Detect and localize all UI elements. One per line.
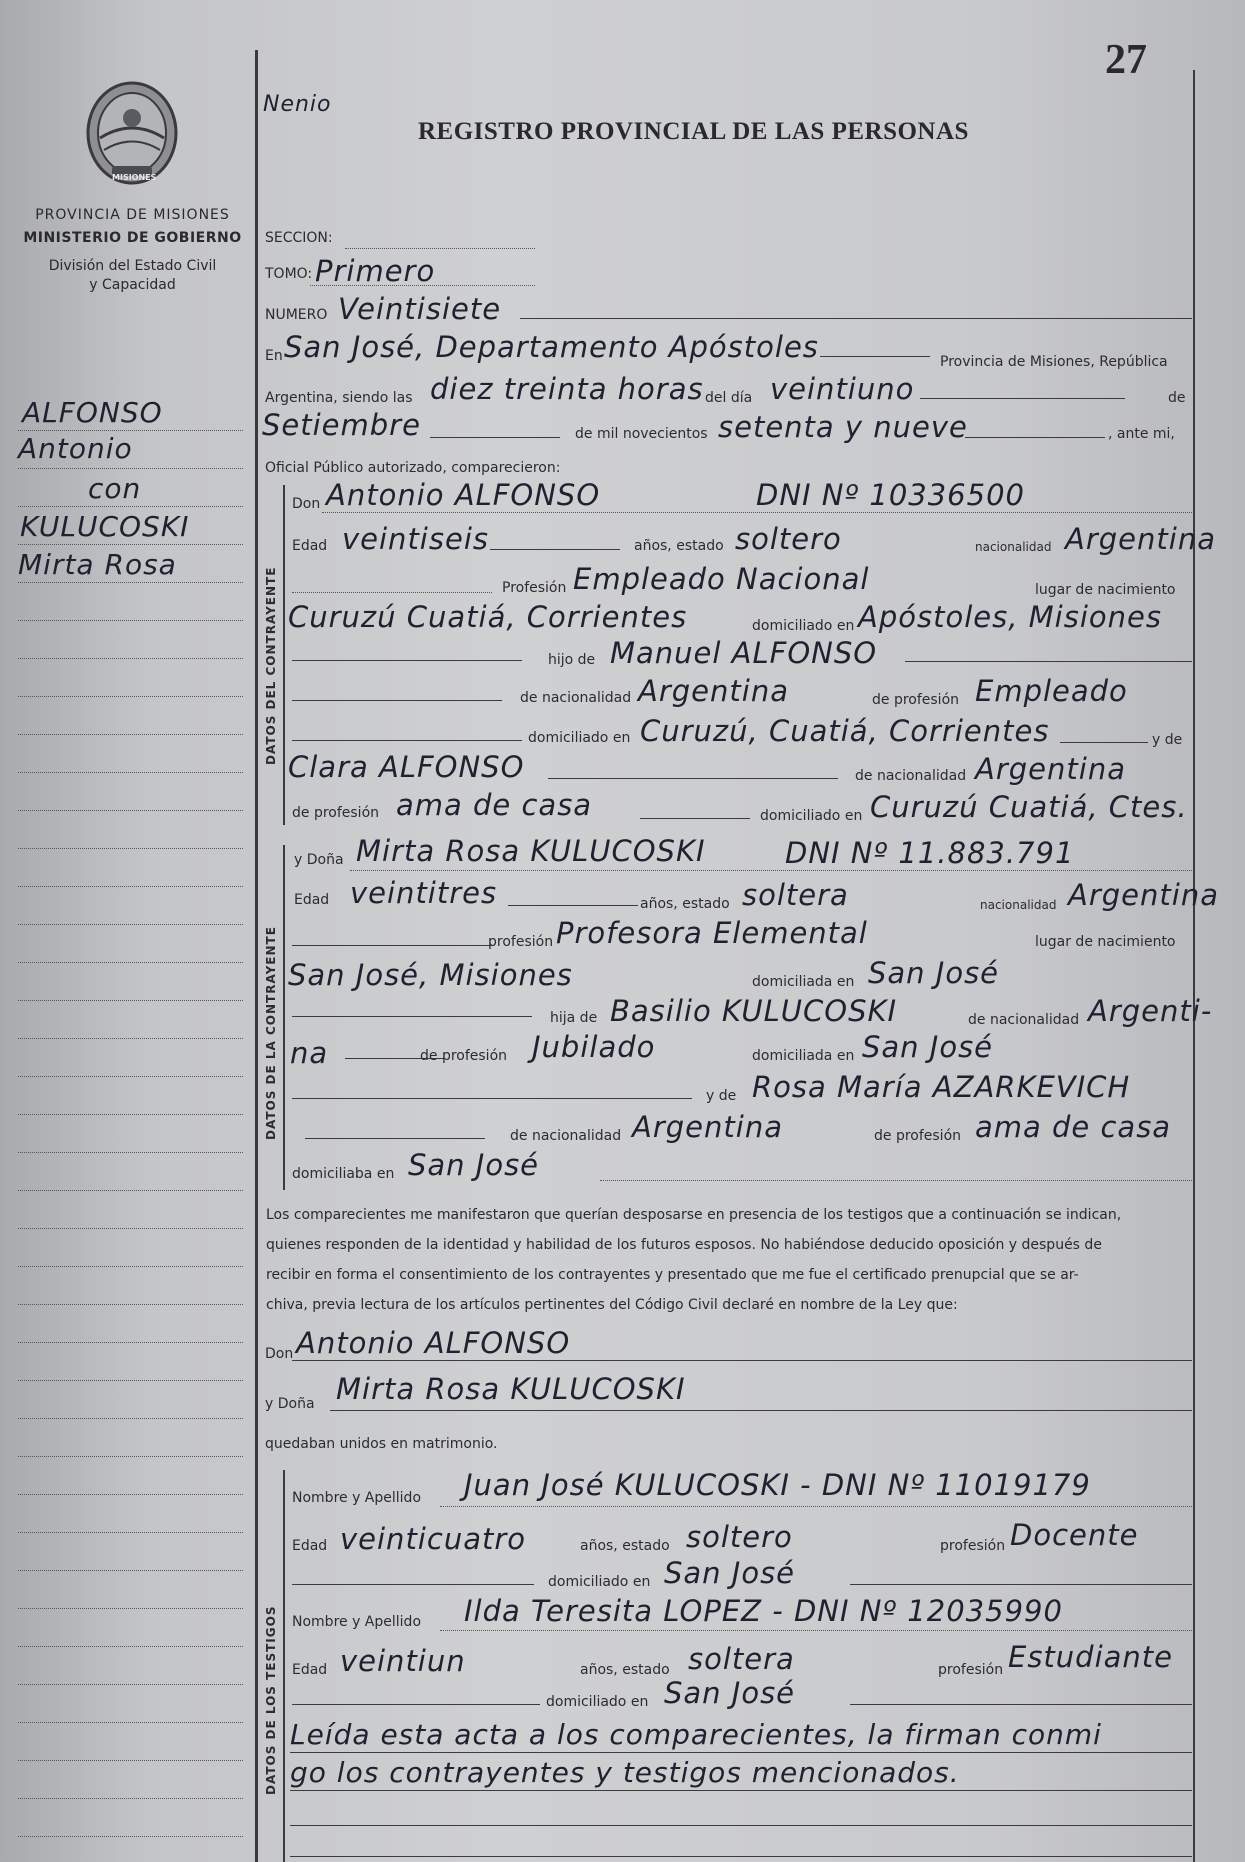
dona-de-nacionalidad: de nacionalidad	[968, 1012, 1080, 1028]
dona-padre-profesion: Jubilado	[532, 1030, 656, 1064]
testigo-2-profesion: Estudiante	[1008, 1640, 1174, 1674]
don-label: Don	[292, 496, 321, 512]
don-lugar-label: lugar de nacimiento	[1035, 582, 1176, 598]
testigo-1-edad: veinticuatro	[340, 1522, 526, 1556]
horas-value: diez treinta horas	[430, 372, 704, 406]
tomo-value: Primero	[315, 254, 436, 288]
del-dia-label: del día	[705, 390, 753, 406]
testigo-2-edad-label: Edad	[292, 1662, 328, 1678]
margin-name-5: Mirta Rosa	[18, 548, 177, 581]
testigo-2-nombre: Ilda Teresita LOPEZ - DNI Nº 12035990	[464, 1594, 1063, 1628]
testigo-1-domicilio: San José	[664, 1556, 796, 1590]
testigo-2-edad: veintiun	[340, 1644, 466, 1678]
dona-anos-estado: años, estado	[640, 896, 730, 912]
dona-padre-domicilio: San José	[862, 1030, 994, 1064]
dona-madre-de-nac: de nacionalidad	[510, 1128, 622, 1144]
don-madre-profesion: ama de casa	[396, 788, 593, 822]
testigo-2-estado: soltera	[688, 1642, 795, 1676]
testigo-1-profesion-label: profesión	[940, 1538, 1006, 1554]
dona-de-profesion: de profesión	[420, 1048, 508, 1064]
dona-profesion: Profesora Elemental	[556, 916, 868, 950]
section-testigos-label: DATOS DE LOS TESTIGOS	[264, 1605, 278, 1795]
testigo-2-domicilio: San José	[664, 1676, 796, 1710]
don-padre: Manuel ALFONSO	[610, 636, 878, 670]
dona-domiciliada-label: domiciliada en	[752, 974, 855, 990]
testigo-1-anos-estado: años, estado	[580, 1538, 670, 1554]
de-label: de	[1168, 390, 1186, 406]
dona-lugar: San José, Misiones	[288, 958, 573, 992]
margin-name-4: KULUCOSKI	[20, 510, 190, 543]
division-label-1: División del Estado Civil	[48, 258, 217, 274]
testigo-2-domiciliado-label: domiciliado en	[546, 1694, 649, 1710]
numero-label: NUMERO	[265, 307, 328, 323]
dona-madre-nacionalidad: Argentina	[632, 1110, 783, 1144]
testigo-2-nombre-label: Nombre y Apellido	[292, 1614, 422, 1630]
dia-value: veintiuno	[770, 372, 915, 406]
dona-madre: Rosa María AZARKEVICH	[752, 1070, 1131, 1104]
union-dona-label: y Doña	[265, 1396, 315, 1412]
don-madre: Clara ALFONSO	[288, 750, 525, 784]
argentina-text: Argentina, siendo las	[265, 390, 413, 406]
dona-nacionalidad: Argentina	[1068, 878, 1219, 912]
dona-madre-profesion: ama de casa	[975, 1110, 1172, 1144]
dona-dni: DNI Nº 11.883.791	[785, 836, 1075, 870]
don-hijo-label: hijo de	[548, 652, 596, 668]
en-value: San José, Departamento Apóstoles	[284, 330, 819, 364]
ante-mi-label: , ante mi,	[1108, 426, 1175, 442]
don-profesion-label: Profesión	[502, 580, 567, 596]
ministry-label: MINISTERIO DE GOBIERNO	[23, 230, 242, 246]
testigo-1-nombre-label: Nombre y Apellido	[292, 1490, 422, 1506]
dona-nombre: Mirta Rosa KULUCOSKI	[356, 834, 706, 868]
don-domicilio: Apóstoles, Misiones	[858, 600, 1162, 634]
testigo-1-estado: soltero	[686, 1520, 793, 1554]
don-madre-domiciliado: domiciliado en	[760, 808, 863, 824]
dona-padre-nacionalidad-a: Argenti-	[1088, 994, 1213, 1028]
en-label: En	[265, 348, 283, 364]
don-padre-domiciliado: domiciliado en	[528, 730, 631, 746]
don-de-nacionalidad: de nacionalidad	[520, 690, 632, 706]
dona-domicilio: San José	[868, 956, 1000, 990]
margin-note: Nenio	[263, 92, 332, 117]
de-mil-label: de mil novecientos	[575, 426, 708, 442]
margin-divider	[255, 50, 258, 1862]
margin-name-2: Antonio	[18, 432, 133, 465]
closing-line-2: go los contrayentes y testigos mencionados.	[290, 1756, 960, 1789]
don-anos-estado: años, estado	[634, 538, 724, 554]
dona-edad-label: Edad	[294, 892, 330, 908]
testigo-1-profesion: Docente	[1010, 1518, 1139, 1552]
dona-padre: Basilio KULUCOSKI	[610, 994, 898, 1028]
dona-profesion-label: profesión	[488, 934, 554, 950]
don-nombre: Antonio ALFONSO	[326, 478, 601, 512]
dona-nacionalidad-label: nacionalidad	[980, 898, 1057, 912]
don-lugar: Curuzú Cuatiá, Corrientes	[288, 600, 688, 634]
don-padre-profesion: Empleado	[975, 674, 1128, 708]
testigo-2-anos-estado: años, estado	[580, 1662, 670, 1678]
don-nacionalidad: Argentina	[1065, 522, 1216, 556]
dona-domiciliaba-label: domiciliaba en	[292, 1166, 395, 1182]
don-de-profesion: de profesión	[872, 692, 960, 708]
declaration-line-2: quienes responden de la identidad y habilidad de los futuros esposos. No habiéndose deducido oposición y después de	[266, 1237, 1102, 1253]
closing-line-1: Leída esta acta a los comparecientes, la firman conmi	[290, 1718, 1102, 1751]
seccion-label: SECCION:	[265, 230, 333, 246]
don-estado: soltero	[735, 522, 842, 556]
don-domiciliado-label: domiciliado en	[752, 618, 855, 634]
declaration-line-3: recibir en forma el consentimiento de los contrayentes y presentado que me fue el certificado prenupcial que se ar-	[266, 1267, 1079, 1283]
declaration-line-1: Los comparecientes me manifestaron que querían desposarse en presencia de los testigos que a continuación se indican,	[266, 1207, 1122, 1223]
dona-padre-nacionalidad-b: na	[290, 1036, 329, 1070]
testigo-1-nombre: Juan José KULUCOSKI - DNI Nº 11019179	[464, 1468, 1091, 1502]
dona-madre-de-prof: de profesión	[874, 1128, 962, 1144]
section-contrayenta-label: DATOS DE LA CONTRAYENTE	[264, 926, 278, 1140]
union-unidos: quedaban unidos en matrimonio.	[265, 1436, 498, 1452]
dona-estado: soltera	[742, 878, 849, 912]
mes-value: Setiembre	[262, 408, 421, 442]
province-label: PROVINCIA DE MISIONES	[35, 207, 230, 223]
don-nacionalidad-label: nacionalidad	[975, 540, 1052, 554]
don-y-de: y de	[1152, 732, 1183, 748]
don-madre-domicilio: Curuzú Cuatiá, Ctes.	[870, 790, 1188, 824]
testigo-1-edad-label: Edad	[292, 1538, 328, 1554]
numero-value: Veintisiete	[338, 292, 502, 326]
page-number: 27	[1105, 37, 1147, 83]
page-title: REGISTRO PROVINCIAL DE LAS PERSONAS	[418, 118, 969, 145]
don-edad: veintiseis	[342, 522, 489, 556]
margin-name-3: con	[88, 472, 142, 505]
don-madre-nacionalidad: Argentina	[975, 752, 1126, 786]
dona-edad: veintitres	[350, 876, 498, 910]
dona-madre-domicilio: San José	[408, 1148, 540, 1182]
testigo-2-profesion-label: profesión	[938, 1662, 1004, 1678]
right-border	[1193, 70, 1195, 1862]
provincia-text: Provincia de Misiones, República	[940, 354, 1168, 370]
province-seal-icon	[82, 78, 182, 188]
don-madre-de-nac: de nacionalidad	[855, 768, 967, 784]
don-padre-nacionalidad: Argentina	[638, 674, 789, 708]
dona-label: y Doña	[294, 852, 344, 868]
division-label-2: y Capacidad	[89, 277, 176, 293]
dona-padre-domiciliada: domiciliada en	[752, 1048, 855, 1064]
dona-lugar-label: lugar de nacimiento	[1035, 934, 1176, 950]
don-madre-de-prof: de profesión	[292, 805, 380, 821]
testigo-1-domiciliado-label: domiciliado en	[548, 1574, 651, 1590]
declaration-line-4: chiva, previa lectura de los artículos pertinentes del Código Civil declaré en nombre de la Ley que:	[266, 1297, 958, 1313]
don-edad-label: Edad	[292, 538, 328, 554]
union-don-label: Don	[265, 1346, 294, 1362]
section-contrayente-label: DATOS DEL CONTRAYENTE	[264, 566, 278, 765]
tomo-label: TOMO:	[265, 266, 313, 282]
dona-y-de: y de	[706, 1088, 737, 1104]
seal-text: MISIONES	[112, 173, 157, 182]
union-don-value: Antonio ALFONSO	[296, 1326, 571, 1360]
margin-name-1: ALFONSO	[22, 396, 163, 429]
anio-value: setenta y nueve	[718, 410, 968, 444]
oficial-text: Oficial Público autorizado, comparecieron:	[265, 460, 561, 476]
union-dona-value: Mirta Rosa KULUCOSKI	[336, 1372, 686, 1406]
don-padre-domicilio: Curuzú, Cuatiá, Corrientes	[640, 714, 1050, 748]
dona-hija-label: hija de	[550, 1010, 598, 1026]
don-dni: DNI Nº 10336500	[756, 478, 1025, 512]
don-profesion: Empleado Nacional	[573, 562, 870, 596]
